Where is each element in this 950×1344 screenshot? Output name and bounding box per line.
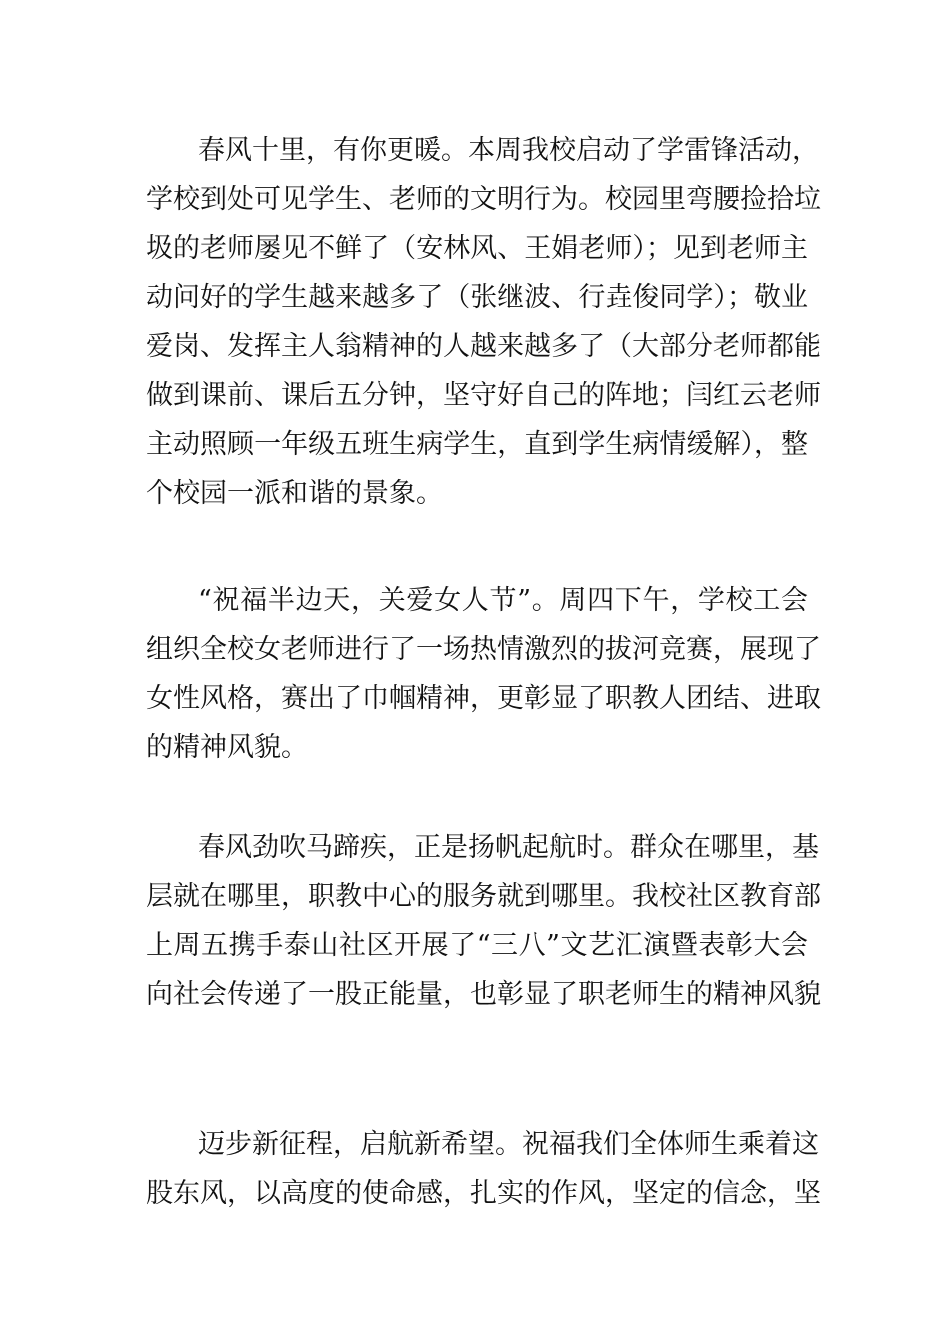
- text-line: 迈步新征程，启航新希望。祝福我们全体师生乘着这: [198, 1129, 819, 1160]
- paragraph-new-journey: [146, 1120, 821, 1218]
- text-line: 爱岗、发挥主人翁精神的人越来越多了（大部分老师都能: [146, 331, 821, 362]
- paragraph-lei-feng-activity: [146, 126, 821, 518]
- text-line: 圾的老师屡见不鲜了（安林风、王娟老师）；见到老师主: [146, 233, 808, 264]
- text-line: 的精神风貌。: [146, 732, 308, 763]
- text-line: 向社会传递了一股正能量，也彰显了职老师生的精神风貌: [146, 979, 821, 1010]
- text-line: 春风劲吹马蹄疾，正是扬帆起航时。群众在哪里，基: [198, 832, 819, 863]
- text-line: 组织全校女老师进行了一场热情激烈的拔河竞赛，展现了: [146, 634, 821, 665]
- text-line: 主动照顾一年级五班生病学生，直到学生病情缓解），整: [146, 429, 808, 460]
- text-line: 学校到处可见学生、老师的文明行为。校园里弯腰捡拾垃: [146, 184, 821, 215]
- text-line: 股东风，以高度的使命感，扎实的作风，坚定的信念，坚: [146, 1178, 821, 1209]
- text-line: 春风十里，有你更暖。本周我校启动了学雷锋活动，: [198, 135, 819, 166]
- text-line: 个校园一派和谐的景象。: [146, 478, 443, 509]
- text-line: 上周五携手泰山社区开展了“三八”文艺汇演暨表彰大会: [146, 930, 808, 961]
- text-line: 做到课前、课后五分钟，坚守好自己的阵地；闫红云老师: [146, 380, 821, 411]
- paragraph-womens-day: [146, 576, 821, 772]
- text-line: 女性风格，赛出了巾帼精神，更彰显了职教人团结、进取: [146, 683, 821, 714]
- text-line: 动问好的学生越来越多了（张继波、行垚俊同学）；敬业: [146, 282, 808, 313]
- text-line: “祝福半边天，关爱女人节”。周四下午，学校工会: [198, 585, 808, 616]
- paragraph-community-performance: [146, 823, 821, 1019]
- text-line: 层就在哪里，职教中心的服务就到哪里。我校社区教育部: [146, 881, 821, 912]
